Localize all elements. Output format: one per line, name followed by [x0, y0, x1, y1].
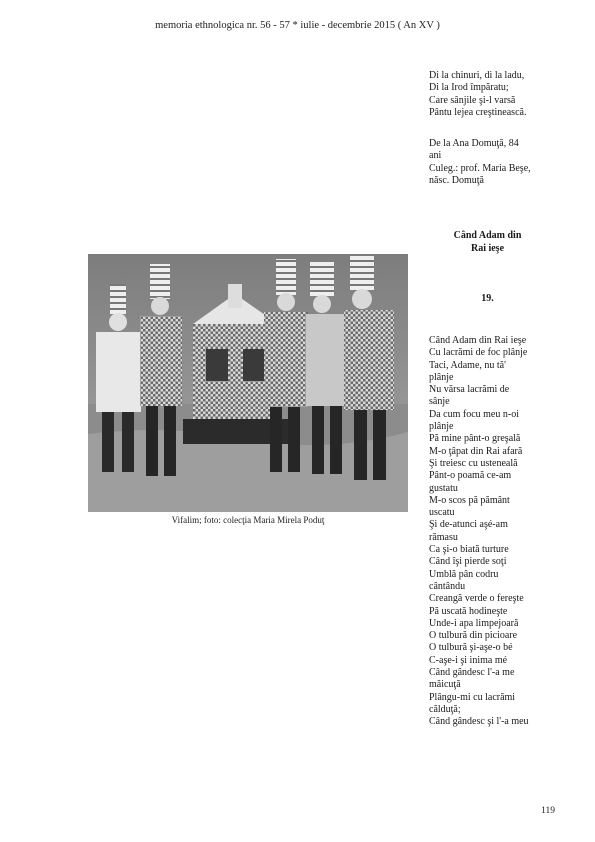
- poem-line: Pă uscată hodineşte: [429, 605, 508, 617]
- poem-line: plânje: [429, 421, 454, 433]
- text-line: ani: [429, 150, 442, 162]
- text-line: Care sânjile şi-l varsă: [429, 94, 516, 106]
- poem-line: M-o ţâpat din Rai afară: [429, 445, 523, 457]
- text-line: născ. Domuţă: [429, 174, 484, 186]
- page-number: 119: [541, 806, 555, 816]
- poem-line: Taci, Adame, nu tă': [429, 359, 506, 371]
- poem-line: măicuţă: [429, 679, 461, 691]
- poem-line: Şi de-atunci aşé-am: [429, 519, 508, 531]
- intro-stanza: [429, 70, 554, 119]
- source-attribution: [429, 138, 554, 187]
- text-line: Di la Irod împăratu;: [429, 82, 509, 94]
- poem-line: Când gândesc şi l'-a meu: [429, 716, 529, 728]
- poem-line: sânje: [429, 396, 450, 408]
- text-line: Culeg.: prof. Maria Beşe,: [429, 162, 531, 174]
- poem-line: Când îşi pierde soţi: [429, 556, 507, 568]
- poem-text: [429, 335, 554, 729]
- poem-line: uscatu: [429, 507, 455, 519]
- song-title: [420, 229, 555, 255]
- poem-line: Plângu-mi cu lacrămi: [429, 691, 516, 703]
- poem-line: Când Adam din Rai ieşe: [429, 335, 527, 346]
- poem-line: Când gândesc l'-a me: [429, 667, 515, 679]
- poem-line: O tulbură şi-aşe-o bé: [429, 642, 513, 654]
- poem-line: Cu lacrămi de foc plânje: [429, 347, 528, 359]
- text-line: Di la chinuri, di la ladu,: [429, 70, 525, 81]
- poem-line: Unde-i apa limpejoară: [429, 617, 519, 629]
- poem-line: cântându: [429, 580, 466, 592]
- song-number: 19.: [481, 293, 494, 304]
- running-header: memoria ethnologica nr. 56 - 57 * iulie - decembrie 2015 ( An XV ): [155, 20, 440, 31]
- poem-line: Da cum focu meu n-oi: [429, 408, 519, 420]
- title-line: Când Adam din: [453, 230, 522, 241]
- poem-line: Pă mine pânt-o greşală: [429, 433, 521, 445]
- photo-carolers: [88, 254, 408, 512]
- photo-image: [88, 254, 408, 512]
- text-line: Pântu lejea creştinească.: [429, 106, 527, 118]
- poem-line: M-o scos pă pământ: [429, 494, 510, 506]
- poem-line: Ca şi-o biată turture: [429, 544, 509, 556]
- text-line: De la Ana Domuţă, 84: [429, 138, 519, 149]
- poem-line: plânje: [429, 371, 454, 383]
- title-line: Rai ieşe: [470, 243, 505, 254]
- poem-line: C-aşe-i şi inima mé: [429, 654, 508, 666]
- poem-line: Nu vărsa lacrămi de: [429, 384, 510, 396]
- poem-line: Şi treiesc cu usteneală: [429, 457, 518, 469]
- photo-caption: Vifalim; foto: colecţia Maria Mirela Poduţ: [171, 515, 325, 525]
- poem-line: Pânt-o poamă ce-am: [429, 470, 512, 482]
- poem-line: rămasu: [429, 531, 458, 543]
- poem-line: Umblă pân codru: [429, 568, 499, 580]
- poem-line: Creangă verde o fereşte: [429, 593, 524, 605]
- poem-line: gustatu: [429, 482, 458, 494]
- poem-line: O tulbură din picioare: [429, 630, 518, 642]
- poem-line: călduţă;: [429, 703, 461, 715]
